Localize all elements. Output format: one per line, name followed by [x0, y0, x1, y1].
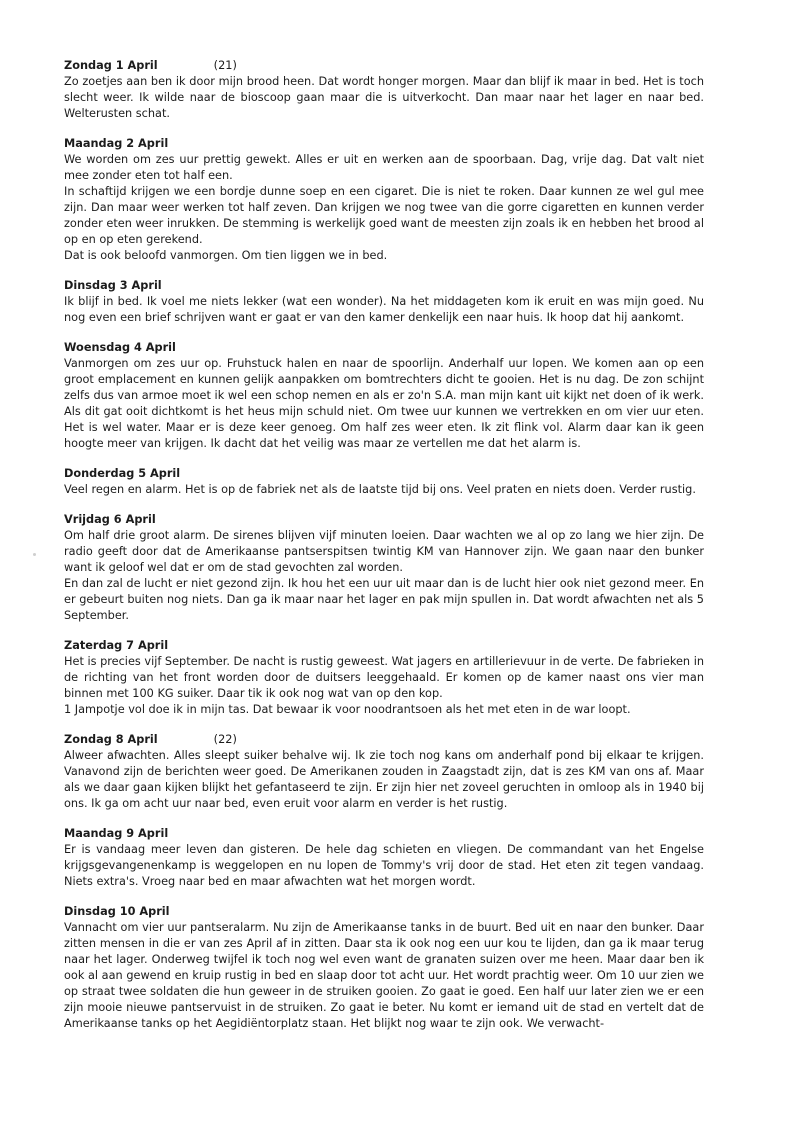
entry-paragraph: Vanmorgen om zes uur op. Fruhstuck halen en naar de spoorlijn. Anderhalf uur lopen. We komen aan op een groot emplacement en kunnen gelijk aanpakken om bomtrechters dicht te gooien. Het is nu dag. De zon schijnt zelfs dus van armoe moet ik wel een schop nemen en als er zo'n S.A. man mijn kant uit kijkt net doen of ik werk. Als dit gat ooit dichtkomt is het heus mijn schuld niet. Om twee uur kunnen we vertrekken en om vier uur eten. Het is wel water. Maar er is deze keer genoeg. Om half zes weer eten. Ik zit flink vol. Alarm daar kan ik geen hoogte meer van krijgen. Ik dacht dat het veilig was maar ze vertellen me dat het alarm is. [64, 357, 704, 450]
entry-header [64, 278, 704, 294]
entry-date: Maandag 2 April [64, 137, 169, 150]
entry-date: Vrijdag 6 April [64, 513, 156, 526]
entry-paragraph: Veel regen en alarm. Het is op de fabriek net als de laatste tijd bij ons. Veel praten en niets doen. Verder rustig. [64, 483, 696, 496]
entry-woensdag-4-april [64, 340, 704, 452]
entry-header [64, 466, 704, 482]
entry-maandag-9-april [64, 826, 704, 890]
entry-date: Zondag 8 April [64, 733, 158, 746]
entry-donderdag-5-april [64, 466, 704, 498]
entry-paragraph: Zo zoetjes aan ben ik door mijn brood heen. Dat wordt honger morgen. Maar dan blijf ik maar in bed. Het is toch slecht weer. Ik wilde naar de bioscoop gaan maar die is uitverkocht. Dan maar naar het lager en naar bed. Welterusten schat. [64, 75, 704, 120]
entry-zaterdag-7-april [64, 638, 704, 718]
entry-dinsdag-10-april [64, 904, 704, 1032]
entry-paragraph: Om half drie groot alarm. De sirenes blijven vijf minuten loeien. Daar wachten we al op zo lang we hier zijn. De radio geeft door dat de Amerikaanse pantserspitsen twintig KM van Hannover zijn. We gaan naar den bunker want ik geloof wel dat er om de stad gevochten zal worden. [64, 529, 704, 574]
entry-date: Donderdag 5 April [64, 467, 181, 480]
entry-maandag-2-april [64, 136, 704, 264]
entry-paragraph: Er is vandaag meer leven dan gisteren. De hele dag schieten en vliegen. De commandant van het Engelse krijgsgevangenenkamp is weggelopen en nu lopen de Tommy's vrij door de stad. Het eten zit tegen vandaag. Niets extra's. Vroeg naar bed en maar afwachten wat het morgen wordt. [64, 843, 704, 888]
page-number: (21) [213, 59, 237, 72]
entry-paragraph: Dat is ook beloofd vanmorgen. Om tien liggen we in bed. [64, 249, 388, 262]
diary-page [64, 58, 704, 1046]
entry-paragraph: Vannacht om vier uur pantseralarm. Nu zijn de Amerikaanse tanks in de buurt. Bed uit en naar den bunker. Daar zitten mensen in die er van zes April af in zitten. Daar sta ik ook nog een uur kou te lijden, dan ga ik maar terug naar het lager. Onderweg twijfel ik toch nog wel even want de granaten suizen over me heen. Maar daar ben ik ook al aan gewend en kruip rustig in bed en slaap door tot acht uur. Het wordt prachtig weer. Om 10 uur zien we op straat twee soldaten die hun geweer in de struiken gooien. Zo gaat ie goed. Een half uur later zien we er een zijn mooie nieuwe pantservuist in de struiken. Zo gaat ie beter. Nu komt er iemand uit de stad en vertelt dat de Amerikaanse tanks op het Aegidiëntorplatz staan. Het blijkt nog waar te zijn ook. We verwacht- [64, 921, 704, 1030]
entry-zondag-1-april [64, 58, 704, 122]
entry-paragraph: En dan zal de lucht er niet gezond zijn. Ik hou het een uur uit maar dan is de lucht hier ook niet gezond meer. En er gebeurt buiten nog niets. Dan ga ik maar naar het lager en pak mijn spullen in. Dat wordt afwachten net als 5 September. [64, 577, 704, 622]
entry-paragraph: 1 Jampotje vol doe ik in mijn tas. Dat bewaar ik voor noodrantsoen als het met eten in de war loopt. [64, 703, 631, 716]
entry-zondag-8-april [64, 732, 704, 812]
page-number: (22) [213, 733, 237, 746]
entry-header [64, 826, 704, 842]
entry-header [64, 732, 704, 748]
entry-date: Zondag 1 April [64, 59, 158, 72]
entry-date: Woensdag 4 April [64, 341, 176, 354]
entry-dinsdag-3-april [64, 278, 704, 326]
entry-date: Dinsdag 3 April [64, 279, 162, 292]
entry-paragraph: Ik blijf in bed. Ik voel me niets lekker (wat een wonder). Na het middageten kom ik eruit en was mijn goed. Nu nog even een brief schrijven want er gaat er van den kamer denkelijk een naar huis. Ik hoop dat hij aankomt. [64, 295, 704, 324]
entry-vrijdag-6-april [64, 512, 704, 624]
scan-speck [33, 553, 36, 556]
entry-header [64, 58, 704, 74]
entry-paragraph: Het is precies vijf September. De nacht is rustig geweest. Wat jagers en artillerievuur in de verte. De fabrieken in de richting van het front worden door de duitsers leeggehaald. Er komen op de kamer naast ons vier man binnen met 100 KG suiker. Daar tik ik ook nog wat van op den kop. [64, 655, 704, 700]
entry-paragraph: Alweer afwachten. Alles sleept suiker behalve wij. Ik zie toch nog kans om anderhalf pond bij elkaar te krijgen. Vanavond zijn de berichten weer goed. De Amerikanen zouden in Zaagstadt zijn, dat is zes KM van ons af. Maar als we daar gaan kijken blijkt het gefantaseerd te zijn. Er zijn hier net zoveel geruchten in omloop als in 1940 bij ons. Ik ga om acht uur naar bed, even eruit voor alarm en verder is het rustig. [64, 749, 704, 810]
entry-date: Maandag 9 April [64, 827, 169, 840]
entry-paragraph: We worden om zes uur prettig gewekt. Alles er uit en werken aan de spoorbaan. Dag, vrije dag. Dat valt niet mee zonder eten tot half een. [64, 153, 704, 182]
entry-paragraph: In schaftijd krijgen we een bordje dunne soep en een cigaret. Die is niet te roken. Daar kunnen ze wel gul mee zijn. Dan maar weer werken tot half zeven. Dan krijgen we nog twee van die gorre cigaretten en kunnen verder zonder eten weer inrukken. De stemming is werkelijk goed want de meesten zijn zoals ik en hebben het brood al op en op eten gerekend. [64, 185, 704, 246]
entry-header [64, 638, 704, 654]
entry-date: Dinsdag 10 April [64, 905, 170, 918]
entry-header [64, 512, 704, 528]
entry-header [64, 136, 704, 152]
entry-header [64, 340, 704, 356]
entry-header [64, 904, 704, 920]
entry-date: Zaterdag 7 April [64, 639, 169, 652]
